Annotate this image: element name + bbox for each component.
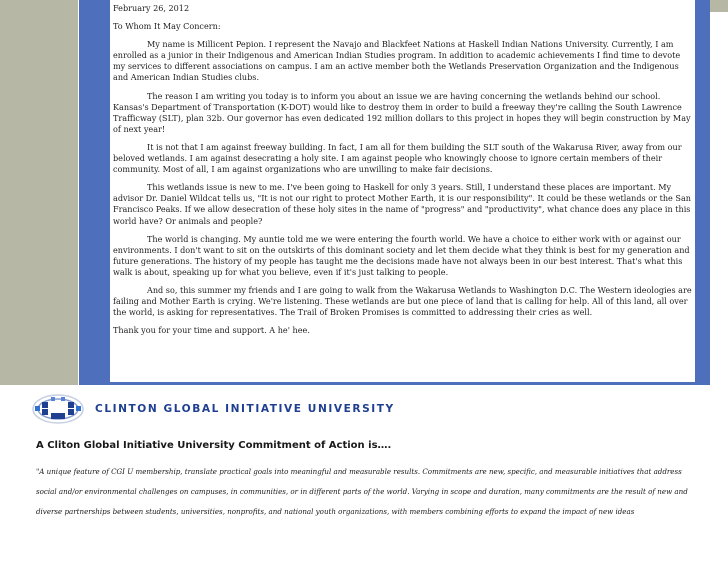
commitment-description: "A unique feature of CGI U membership, translate practical goals into meaningful and measurable results. Commitments are new, specific, and measurable initiatives that address social and/or environmental challenges on campuses, in communities, or in different parts of the world. Varying in scope and duration, many commitments are the result of new and diverse partnerships between students, universities, nonprofits, and national youth organizations, with members combining efforts to expand the impact of new ideas (36, 467, 688, 516)
letter-paragraph: This wetlands issue is new to me. I've been going to Haskell for only 3 years. Still, I understand these places are important. My advisor Dr. Daniel Wildcat tells us, "It is not our right to protect Mother Earth, it is our responsibility". It could be these wetlands or the San Francisco Peaks. If we allow desecration of these holy sites in the name of "progress" and "productivity", what chance does any place in this world have? Or animals and people? (113, 182, 692, 226)
letter-paragraph: The reason I am writing you today is to inform you about an issue we are having concerning the wetlands behind our school. Kansas's Department of Transportation (K-DOT) would like to destroy them in order to build a freeway they're calling the South Lawrence Trafficway (SLT), plan 32b. Our governor has even dedicated 192 million dollars to this project in hopes they will begin construction by May of next year! (113, 90, 691, 134)
cgi-u-logo-icon (32, 392, 84, 426)
olive-side-band (0, 0, 78, 385)
letter-paragraph: And so, this summer my friends and I are going to walk from the Wakarusa Wetlands to Washington D.C. The Western ideologies are failing and Mother Earth is crying. We're listening. These wetlands are but one piece of land that is calling for help. All of this land, all over the world, is asking for representatives. The Trail of Broken Promises is committed to addressing their cries as well. (113, 284, 692, 318)
letter-paragraph: The world is changing. My auntie told me we were entering the fourth world. We have a choice to either work with or against our environments. I don't want to sit on the outskirts of this dominant society and let them decide what they think is best for my generation and future generations. The history of my people has taught me the decisions made have not always been in our best interest. That's what this walk is about, speaking up for what you believe, even if it's just talking to people. (113, 233, 690, 277)
letter-paragraph: My name is Millicent Pepion. I represent the Navajo and Blackfeet Nations at Haskell Indian Nations University. Currently, I am enrolled as a junior in their Indigenous and American Indian Studies program. In addition to academic achievements I find time to devote my services to different associations on campus. I am an active member both the Wetlands Preservation Organization and the Indigenous and American Indian Studies clubs. (113, 39, 681, 83)
letter-date: February 26, 2012 (113, 3, 190, 13)
letter-paragraph: It is not that I am against freeway building. In fact, I am all for them building the SLT south of the Wakarusa River, away from our beloved wetlands. I am against desecrating a holy site. I am against people who knowingly choose to ignore certain members of their community. Most of all, I am against organizations who are unwilling to make fair decisions. (113, 141, 682, 175)
letter-closing: Thank you for your time and support. A he' hee. (113, 325, 310, 336)
commitment-heading: A Cliton Global Initiative University Commitment of Action is…. (36, 440, 392, 451)
letter-salutation: To Whom It May Concern: (113, 21, 221, 32)
cgi-university-logo (32, 392, 432, 426)
logo-wordmark: CLINTON GLOBAL INITIATIVE UNIVERSITY (95, 403, 395, 415)
letter-body (110, 0, 695, 382)
